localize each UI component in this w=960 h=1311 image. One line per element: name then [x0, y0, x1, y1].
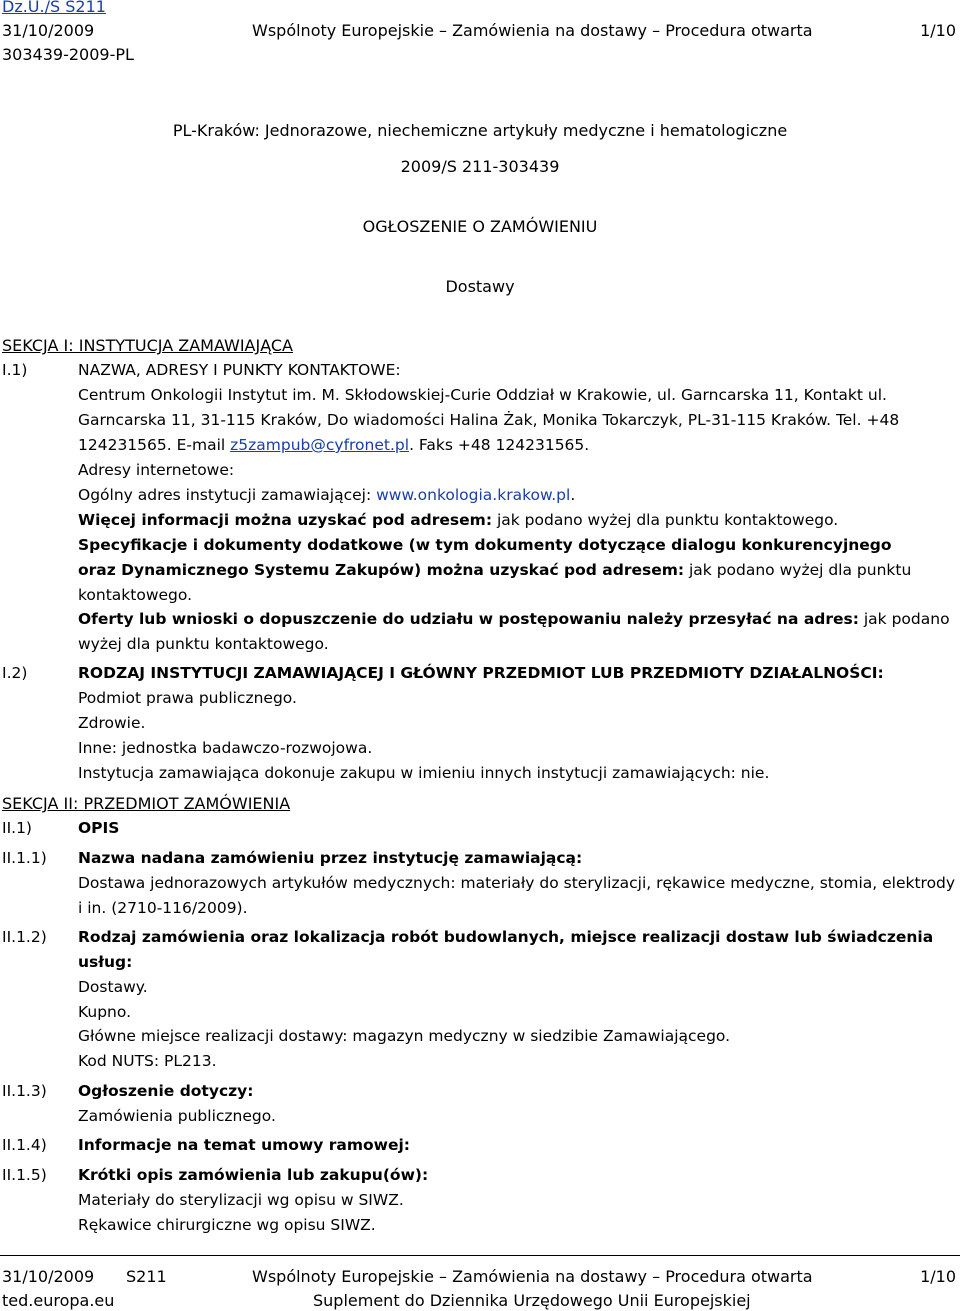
item-number: II.1.4) — [2, 1136, 47, 1154]
header-page: 1/10 — [920, 21, 956, 40]
item-title: RODZAJ INSTYTUCJI ZAMAWIAJĄCEJ I GŁÓWNY PRZEDMIOT LUB PRZEDMIOTY DZIAŁALNOŚCI: — [78, 664, 884, 682]
item-title: Informacje na temat umowy ramowej: — [78, 1136, 410, 1154]
doc-heading: PL-Kraków: Jednorazowe, niechemiczne artykuły medyczne i hematologiczne — [172, 121, 788, 140]
item-number: II.1.3) — [2, 1082, 47, 1100]
email-link[interactable]: z5zampub@cyfronet.pl — [230, 436, 410, 454]
item-text: Zamówienia publicznego. — [78, 1107, 276, 1125]
contract-type: Dostawy — [445, 277, 515, 296]
item-text: Rękawice chirurgiczne wg opisu SIWZ. — [78, 1216, 376, 1234]
website-link[interactable]: www.onkologia.krakow.pl — [376, 486, 571, 504]
spec-value: kontaktowego. — [78, 586, 193, 604]
spec-label: oraz Dynamicznego Systemu Zakupów) można uzyskać pod adresem: — [78, 561, 685, 579]
item-text: Zdrowie. — [78, 714, 146, 732]
spec-value: jak podano wyżej dla punktu — [684, 561, 912, 579]
footer-supplement: Suplement do Dziennika Urzędowego Unii Europejskiej — [313, 1291, 751, 1310]
more-info-label: Więcej informacji można uzyskać pod adresem: — [78, 511, 493, 529]
item-number: II.1.2) — [2, 928, 47, 946]
item-text: Instytucja zamawiająca dokonuje zakupu w imieniu innych instytucji zamawiających: nie. — [78, 764, 770, 782]
item-text: Główne miejsce realizacji dostawy: magazyn medyczny w siedzibie Zamawiającego. — [78, 1027, 731, 1045]
contact-fax: . Faks +48 124231565. — [409, 436, 590, 454]
item-number: I.1) — [2, 361, 28, 379]
footer-code: S211 — [126, 1267, 167, 1286]
item-title: OPIS — [78, 819, 120, 837]
doc-ref-link[interactable]: Dz.U./S S211 — [2, 0, 106, 16]
item-number: II.1) — [2, 819, 32, 837]
item-text: Podmiot prawa publicznego. — [78, 689, 297, 707]
general-address-end: . — [570, 486, 576, 504]
more-info-line — [78, 511, 838, 529]
contact-phone: 124231565. E-mail — [78, 436, 231, 454]
offers-value: jak podano — [858, 610, 950, 628]
item-text: i in. (2710-116/2009). — [78, 899, 248, 917]
web-addresses-label: Adresy internetowe: — [78, 461, 235, 479]
item-text: Kod NUTS: PL213. — [78, 1052, 217, 1070]
general-address-label: Ogólny adres instytucji zamawiającej: — [78, 486, 377, 504]
section-1-heading: SEKCJA I: INSTYTUCJA ZAMAWIAJĄCA — [2, 336, 293, 355]
address-line: Centrum Onkologii Instytut im. M. Skłodowskiej-Curie Oddział w Krakowie, ul. Garncarska 11, Kontakt ul. — [78, 386, 887, 404]
offers-label: Oferty lub wnioski o dopuszczenie do udziału w postępowaniu należy przesyłać na adres: — [78, 610, 859, 628]
doc-number: 2009/S 211-303439 — [400, 157, 560, 176]
item-text: Inne: jednostka badawczo-rozwojowa. — [78, 739, 373, 757]
item-text: Kupno. — [78, 1003, 132, 1021]
item-title: Rodzaj zamówienia oraz lokalizacja robót budowlanych, miejsce realizacji dostaw lub świadczenia — [78, 928, 934, 946]
item-text: Materiały do sterylizacji wg opisu w SIWZ. — [78, 1191, 404, 1209]
item-number: II.1.1) — [2, 849, 47, 867]
header-date: 31/10/2009 — [2, 21, 95, 40]
more-info-value: jak podano wyżej dla punktu kontaktowego. — [492, 511, 839, 529]
address-line: Garncarska 11, 31-115 Kraków, Do wiadomości Halina Żak, Monika Tokarczyk, PL-31-115 Kraków. Tel. +48 — [78, 411, 900, 429]
item-number: I.2) — [2, 664, 28, 682]
footer-site: ted.europa.eu — [2, 1291, 115, 1310]
item-title: Ogłoszenie dotyczy: — [78, 1082, 254, 1100]
item-title: usług: — [78, 953, 133, 971]
notice-id: 303439-2009-PL — [2, 45, 134, 64]
item-title: Krótki opis zamówienia lub zakupu(ów): — [78, 1166, 429, 1184]
contact-line — [78, 436, 589, 454]
offers-value: wyżej dla punktu kontaktowego. — [78, 635, 329, 653]
footer-date: 31/10/2009 — [2, 1267, 95, 1286]
spec-line — [78, 561, 911, 579]
item-text: Dostawa jednorazowych artykułów medycznych: materiały do sterylizacji, rękawice medyczne, stomia, elektrody — [78, 874, 956, 892]
item-title: NAZWA, ADRESY I PUNKTY KONTAKTOWE: — [78, 361, 401, 379]
footer-page: 1/10 — [920, 1267, 956, 1286]
footer-rule — [0, 1255, 960, 1256]
offers-line — [78, 610, 950, 628]
item-title: Nazwa nadana zamówieniu przez instytucję zamawiającą: — [78, 849, 583, 867]
section-2-heading: SEKCJA II: PRZEDMIOT ZAMÓWIENIA — [2, 794, 291, 813]
header-title: Wspólnoty Europejskie – Zamówienia na dostawy – Procedura otwarta — [252, 21, 813, 40]
spec-label: Specyfikacje i dokumenty dodatkowe (w tym dokumenty dotyczące dialogu konkurencyjnego — [78, 536, 892, 554]
item-number: II.1.5) — [2, 1166, 47, 1184]
notice-type: OGŁOSZENIE O ZAMÓWIENIU — [362, 217, 598, 236]
general-address-line — [78, 486, 575, 504]
footer-title: Wspólnoty Europejskie – Zamówienia na dostawy – Procedura otwarta — [252, 1267, 813, 1286]
item-text: Dostawy. — [78, 978, 148, 996]
